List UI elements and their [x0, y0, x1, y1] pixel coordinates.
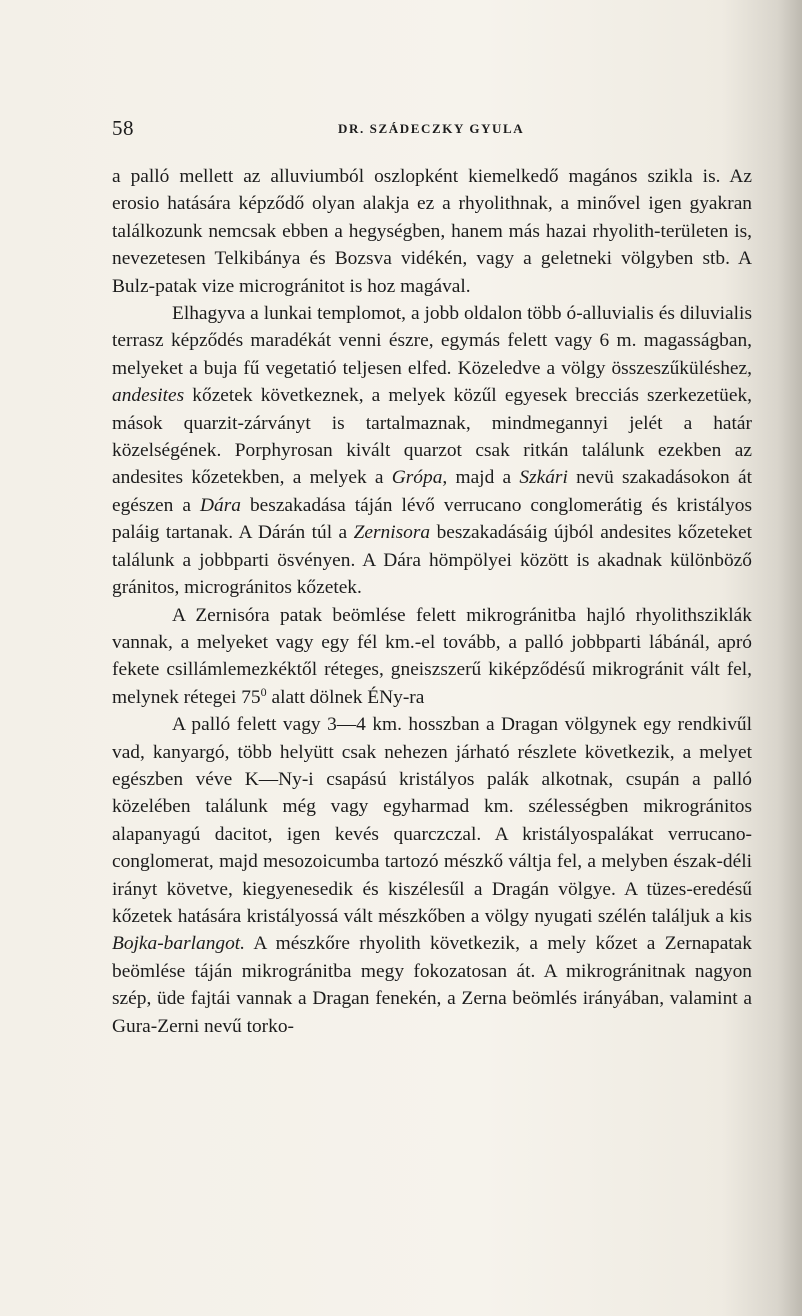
- degree-superscript: 0: [260, 684, 267, 699]
- paragraph: [112, 300, 752, 601]
- text-run: A mészkőre rhyolith következik, a mely kőzet a Zernapatak beömlése táján mikrogránitba megy fokozatosan át. A mikrogránitnak nagyon szép, üde fajtái vannak a Dragan fenekén, a Zerna beömlés irányában, valamint a Gura-Zerni nevű torko-: [112, 933, 752, 1037]
- header-author: DR. SZÁDECZKY GYULA: [338, 121, 525, 136]
- page-number: 58: [112, 116, 134, 140]
- paragraph: [112, 163, 752, 300]
- text-run: A palló felett vagy 3—4 km. hosszban a Dragan völgynek egy rendkivűl vad, kanyargó, több helyütt csak nehezen járható részlete következik, a melyet egészben véve K—Ny-i csapású kristályos palák alkotnak, csupán a palló közelében találunk még vagy egyharmad km. szélességben mikrogránitos alapanyagú dacitot, igen kevés quarczczal. A kristályospalákat verrucano-conglomerat, majd mesozoicumba tartozó mészkő váltja fel, a melyben észak-déli irányt követve, kiegyenesedik és kiszélesűl a Dragán völgye. A tüzes-eredésű kőzetek hatására kristályossá vált mészkőben a völgy nyugati szélén találjuk a kis: [112, 714, 752, 927]
- italic-term: andesites: [112, 385, 185, 407]
- italic-term: Szkári: [519, 467, 568, 489]
- text-run: a palló mellett az alluviumból oszlopként kiemelkedő magános szikla is. Az erosio hatására képződő olyan alakja ez a rhyolithnak, a minővel igen gyakran találkozunk nemcsak ebben a hegységben, hanem más hazai rhyolith-területen is, nevezetesen Telkibánya és Bozsva vidékén, vagy a geletneki völgyben stb. A Bulz-patak vize microgránitot is hoz magával.: [112, 166, 752, 297]
- text-run: , majd a: [442, 467, 520, 489]
- text-run: nevü szakadásokon át egészen a: [112, 467, 752, 516]
- italic-term: Dára: [200, 494, 241, 516]
- italic-term: Zernisora: [353, 522, 431, 544]
- paragraph: [112, 602, 752, 712]
- text-run: alatt dölnek ÉNy-ra: [266, 686, 425, 708]
- text-run: Elhagyva a lunkai templomot, a jobb oldalon több ó-alluvialis és diluvialis terrasz képződés maradékát venni észre, egymás felett vagy 6 m. magasságban, melyeket a buja fű vegetatió teljesen elfed. Közeledve a völgy összeszűküléshez,: [112, 303, 752, 379]
- text-run: A Zernisóra patak beömlése felett mikrogránitba hajló rhyolithsziklák vannak, a melyeket vagy egy fél km.-el tovább, a palló jobbparti lábánál, apró fekete csillámlemezkéktől réteges, gneiszszerű kiképződésű mikrogránit vált fel, melynek rétegei 75: [112, 604, 752, 708]
- italic-term: Grópa: [391, 467, 443, 489]
- running-head: [112, 116, 752, 144]
- body-text: [112, 163, 752, 1040]
- paragraph: [112, 711, 752, 1040]
- text-run: kőzetek következnek, a melyek közűl egyesek brecciás szerkezetüek, mások quarzit-zárványt is tartalmaznak, mindmegannyi jelét a határ közelségének. Porphyrosan kivált quarzot csak ritkán találunk ezekben az andesites kőzetekben, a melyek a: [112, 385, 752, 489]
- text-run: beszakadása táján lévő verrucano conglomerátig és kristályos paláig tartanak. A Dárán túl a: [112, 494, 752, 544]
- italic-term: Bojka-barlangot.: [112, 933, 246, 955]
- text-run: beszakadásáig újból andesites kőzeteket találunk a jobbparti ösvényen. A Dára hömpölyei között is akadnak különböző gránitos, microgránitos kőzetek.: [112, 522, 753, 599]
